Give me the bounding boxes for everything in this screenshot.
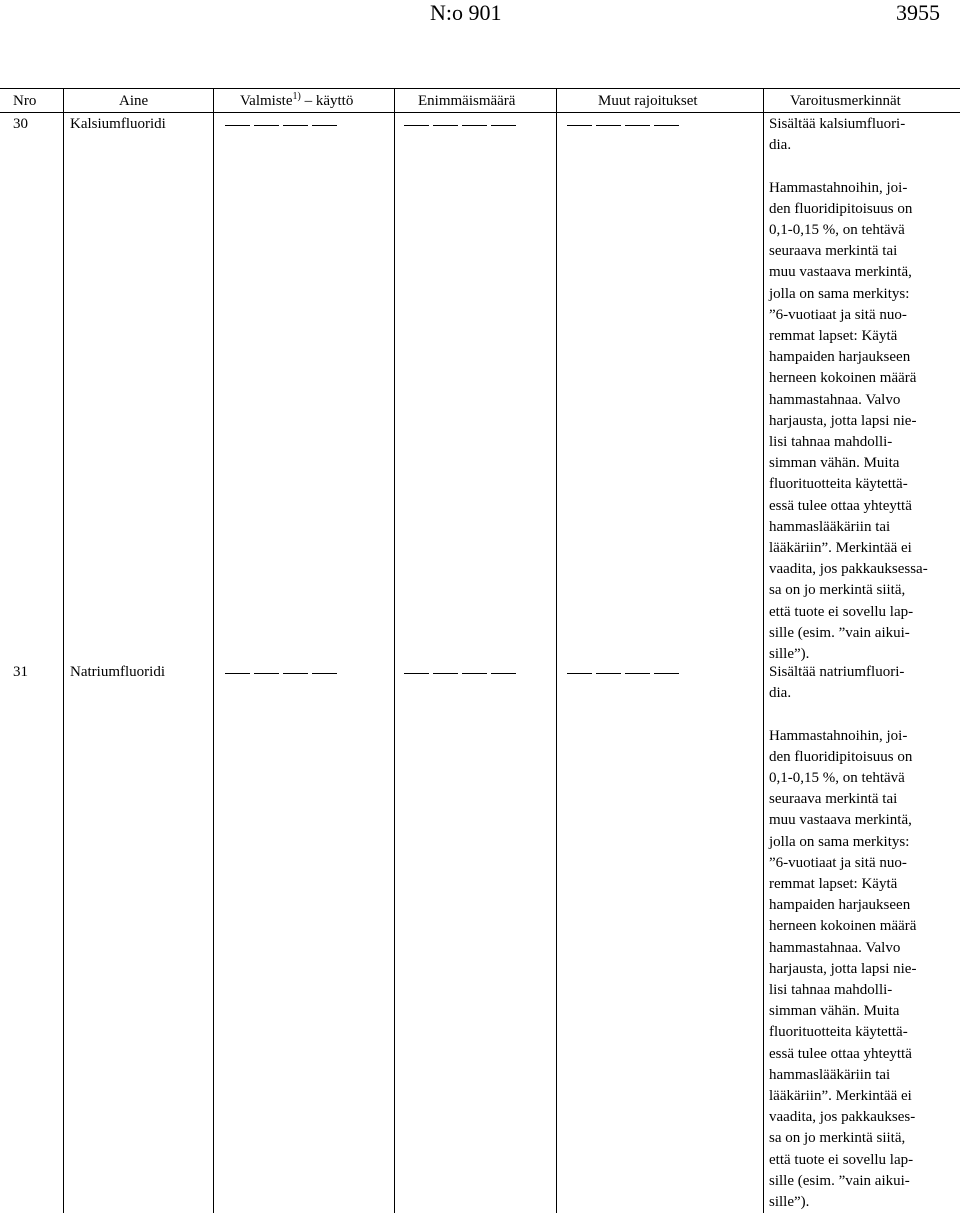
dash [654, 673, 679, 674]
row-number: 30 [13, 116, 28, 132]
header-valmiste-suffix: – käyttö [300, 93, 354, 109]
warning-line: hammaslääkäriin tai [769, 1066, 891, 1083]
header-bottom-rule [0, 112, 960, 113]
warning-line: hampaiden harjaukseen [769, 349, 911, 366]
dash [625, 673, 650, 674]
dash [225, 673, 250, 674]
warning-line: jolla on sama merkitys: [769, 285, 910, 302]
warning-line: dia. [769, 137, 792, 154]
warning-line: den fluoridipitoisuus on [769, 748, 913, 765]
warning-line: ”6-vuotiaat ja sitä nuo- [769, 854, 907, 871]
dash [567, 125, 592, 126]
warning-line: simman vähän. Muita [769, 455, 900, 472]
dash [567, 673, 592, 674]
warning-line: lääkäriin”. Merkintää ei [769, 1088, 912, 1105]
dash [254, 125, 279, 126]
dash [312, 673, 337, 674]
column-divider [394, 88, 395, 1213]
substance-name: Natriumfluoridi [70, 664, 165, 680]
dash [312, 125, 337, 126]
warning-line: Sisältää kalsiumfluori- [769, 116, 906, 132]
column-divider [213, 88, 214, 1213]
warning-line: seuraava merkintä tai [769, 243, 898, 260]
warning-line: ”6-vuotiaat ja sitä nuo- [769, 306, 907, 323]
dash [283, 125, 308, 126]
warning-line: vaadita, jos pakkaukses- [769, 1109, 916, 1126]
warning-line: sille (esim. ”vain aikui- [769, 1172, 910, 1189]
column-divider [556, 88, 557, 1213]
warning-line: essä tulee ottaa yhteyttä [769, 1045, 912, 1062]
table-top-rule [0, 88, 960, 89]
header-aine: Aine [119, 93, 149, 109]
warning-line: muu vastaava merkintä, [769, 812, 912, 829]
page-number: 3955 [896, 0, 940, 25]
header-valmiste-label: Valmiste [240, 93, 293, 109]
warning-line: muu vastaava merkintä, [769, 264, 912, 281]
warning-line: sa on jo merkintä siitä, [769, 1130, 906, 1147]
warning-line: fluorituotteita käytettä- [769, 1024, 908, 1041]
dash [404, 125, 429, 126]
warning-line: lisi tahnaa mahdolli- [769, 982, 893, 999]
warning-line: Hammastahnoihin, joi- [769, 727, 908, 744]
dash [433, 673, 458, 674]
warning-line [769, 704, 954, 725]
dash [462, 125, 487, 126]
warning-line: sille”). [769, 1194, 810, 1211]
warning-line: hammastahnaa. Valvo [769, 391, 901, 408]
footnote-marker: 1) [292, 91, 301, 102]
dash [404, 673, 429, 674]
warning-line: sa on jo merkintä siitä, [769, 582, 906, 599]
dash [433, 125, 458, 126]
warning-text [769, 114, 954, 665]
warning-line: sille (esim. ”vain aikui- [769, 624, 910, 641]
header-nro: Nro [13, 93, 37, 109]
page-header [0, 0, 960, 40]
warning-line: lääkäriin”. Merkintää ei [769, 540, 912, 557]
warning-line: lisi tahnaa mahdolli- [769, 434, 893, 451]
dash [491, 673, 516, 674]
warning-line: simman vähän. Muita [769, 1003, 900, 1020]
warning-line: den fluoridipitoisuus on [769, 200, 913, 217]
warning-line: hammastahnaa. Valvo [769, 939, 901, 956]
warning-line: seuraava merkintä tai [769, 791, 898, 808]
header-muut-rajoitukset: Muut rajoitukset [598, 93, 698, 109]
warning-line: remmat lapset: Käytä [769, 876, 898, 893]
warning-line: Hammastahnoihin, joi- [769, 179, 908, 196]
warning-line: sille”). [769, 646, 810, 663]
warning-line: essä tulee ottaa yhteyttä [769, 497, 912, 514]
warning-line: jolla on sama merkitys: [769, 833, 910, 850]
dash [491, 125, 516, 126]
warning-line: hammaslääkäriin tai [769, 518, 891, 535]
warning-line [769, 156, 954, 177]
header-varoitusmerkinnat: Varoitusmerkinnät [790, 93, 901, 109]
warning-line: että tuote ei sovellu lap- [769, 1151, 914, 1168]
row-number: 31 [13, 664, 28, 680]
dash [654, 125, 679, 126]
dash [254, 673, 279, 674]
warning-line: että tuote ei sovellu lap- [769, 603, 914, 620]
column-divider [63, 88, 64, 1213]
warning-line: vaadita, jos pakkauksessa- [769, 561, 928, 578]
warning-line: dia. [769, 685, 792, 702]
warning-line: harjausta, jotta lapsi nie- [769, 960, 917, 977]
warning-line: hampaiden harjaukseen [769, 897, 911, 914]
warning-line: remmat lapset: Käytä [769, 328, 898, 345]
statute-reference: N:o 901 [430, 0, 502, 25]
dash [283, 673, 308, 674]
substance-name: Kalsiumfluoridi [70, 116, 166, 132]
header-valmiste [240, 91, 353, 111]
warning-line: herneen kokoinen määrä [769, 370, 917, 387]
column-divider [763, 88, 764, 1213]
dash [596, 125, 621, 126]
dash [462, 673, 487, 674]
warning-text [769, 662, 954, 1213]
warning-line: Sisältää natriumfluori- [769, 664, 905, 680]
dash [225, 125, 250, 126]
warning-line: fluorituotteita käytettä- [769, 476, 908, 493]
warning-line: 0,1-0,15 %, on tehtävä [769, 222, 905, 239]
header-enimmaismaara: Enimmäismäärä [418, 93, 516, 109]
warning-line: 0,1-0,15 %, on tehtävä [769, 770, 905, 787]
warning-line: herneen kokoinen määrä [769, 918, 917, 935]
dash [596, 673, 621, 674]
dash [625, 125, 650, 126]
warning-line: harjausta, jotta lapsi nie- [769, 412, 917, 429]
